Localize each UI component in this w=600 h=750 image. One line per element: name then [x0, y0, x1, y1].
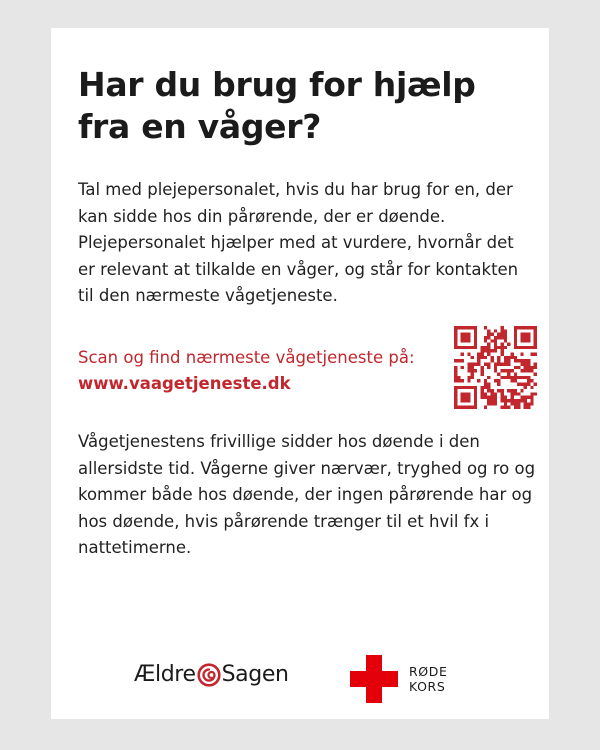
swirl-logo-icon	[197, 663, 221, 687]
scan-block	[78, 345, 438, 397]
aeldre-sagen-logo-right: Sagen	[221, 662, 289, 687]
page-title: Har du brug for hjælp fra en våger?	[78, 65, 476, 146]
body-paragraph: Vågetjenestens frivillige sidder hos døende i den allersidste tid. Vågerne giver nærvær, tryghed og ro og kommer både hos døende, der ingen pårørende har og hos døende, hvis pårørende trænger til et hvil fx i nattetimerne.	[78, 432, 536, 557]
flyer-card	[51, 28, 549, 719]
rode-kors-wordmark	[409, 664, 447, 694]
aeldre-sagen-logo-left: Ældre	[134, 662, 196, 687]
intro-paragraph: Tal med plejepersonalet, hvis du har brug for en, der kan sidde hos din pårørende, der er døende. Plejepersonalet hjælper med at vurdere, hvornår det er relevant at tilkalde en våger, og står for kontakten til den nærmeste vågetjeneste.	[78, 180, 519, 305]
red-cross-icon	[350, 655, 398, 703]
aeldre-sagen-logo	[134, 662, 289, 687]
qr-code-icon[interactable]	[454, 326, 537, 409]
rode-kors-line2: KORS	[409, 679, 446, 694]
website-link[interactable]: www.vaagetjeneste.dk	[78, 374, 291, 393]
rode-kors-line1: RØDE	[409, 664, 448, 679]
scan-instruction: Scan og find nærmeste vågetjeneste på:	[78, 348, 415, 367]
